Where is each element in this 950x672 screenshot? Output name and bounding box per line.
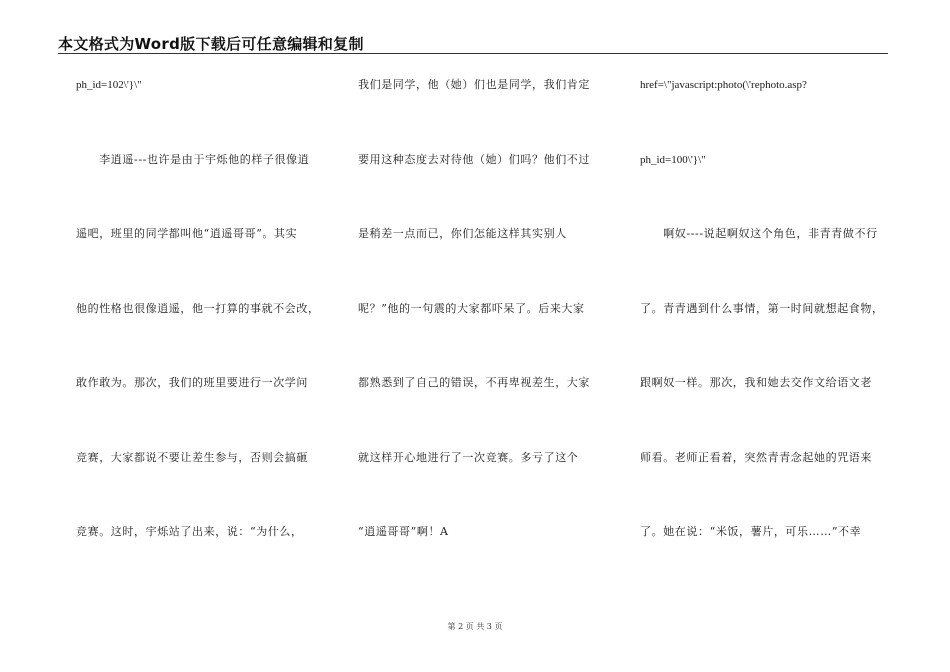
header-divider — [58, 53, 888, 54]
text-line: 遥吧，班里的同学都叫他“逍遥哥哥”。其实 — [76, 227, 298, 240]
text-column-2 — [358, 78, 610, 600]
text-line: 啊奴----说起啊奴这个角色，非青青做不行 — [640, 227, 878, 240]
text-column-1 — [76, 78, 328, 600]
text-line: ph_id=100\'}\" — [640, 153, 706, 166]
text-line: 了。青青遇到什么事情，第一时间就想起食物， — [640, 301, 884, 315]
text-line: 师看。老师正看着，突然青青念起她的咒语来 — [640, 450, 872, 464]
text-line: 是稍差一点而已，你们怎能这样其实别人 — [358, 227, 567, 240]
text-line: 了。她在说：“米饭，薯片，可乐……”不幸 — [640, 525, 862, 538]
text-column-3 — [640, 78, 892, 600]
text-line: 就这样开心地进行了一次竞赛。多亏了这个 — [358, 450, 579, 464]
text-line: 竞赛，大家都说不要让差生参与，否则会搞砸 — [76, 450, 308, 464]
text-line: 我们是同学，他（她）们也是同学，我们肯定 — [358, 78, 590, 91]
text-line: 要用这种态度去对待他（她）们吗？他们不过 — [358, 152, 590, 166]
text-line: “逍遥哥哥”啊！A — [358, 525, 449, 538]
text-line: 跟啊奴一样。那次，我和她去交作文给语文老 — [640, 376, 872, 389]
text-line: 都熟悉到了自己的错误，不再卑视差生，大家 — [358, 376, 590, 389]
text-line: 李逍遥---也许是由于宇烁他的样子很像逍 — [76, 152, 310, 166]
text-line: 竞赛。这时，宇烁站了出来，说：“为什么， — [76, 525, 303, 538]
text-line: ph_id=102\'}\" — [76, 79, 142, 91]
text-line: 呢？”他的一句震的大家都吓呆了。后来大家 — [358, 301, 585, 315]
page-number: 第 2 页 共 3 页 — [447, 622, 503, 631]
text-line: 他的性格也很像逍遥，他一打算的事就不会改， — [76, 301, 320, 315]
text-line: 敢作敢为。那次，我们的班里要进行一次学问 — [76, 376, 308, 389]
text-line: href=\"javascript:photo(\'rephoto.asp? — [640, 79, 807, 91]
document-header-title: 本文格式为Word版下载后可任意编辑和复制 — [58, 35, 364, 53]
